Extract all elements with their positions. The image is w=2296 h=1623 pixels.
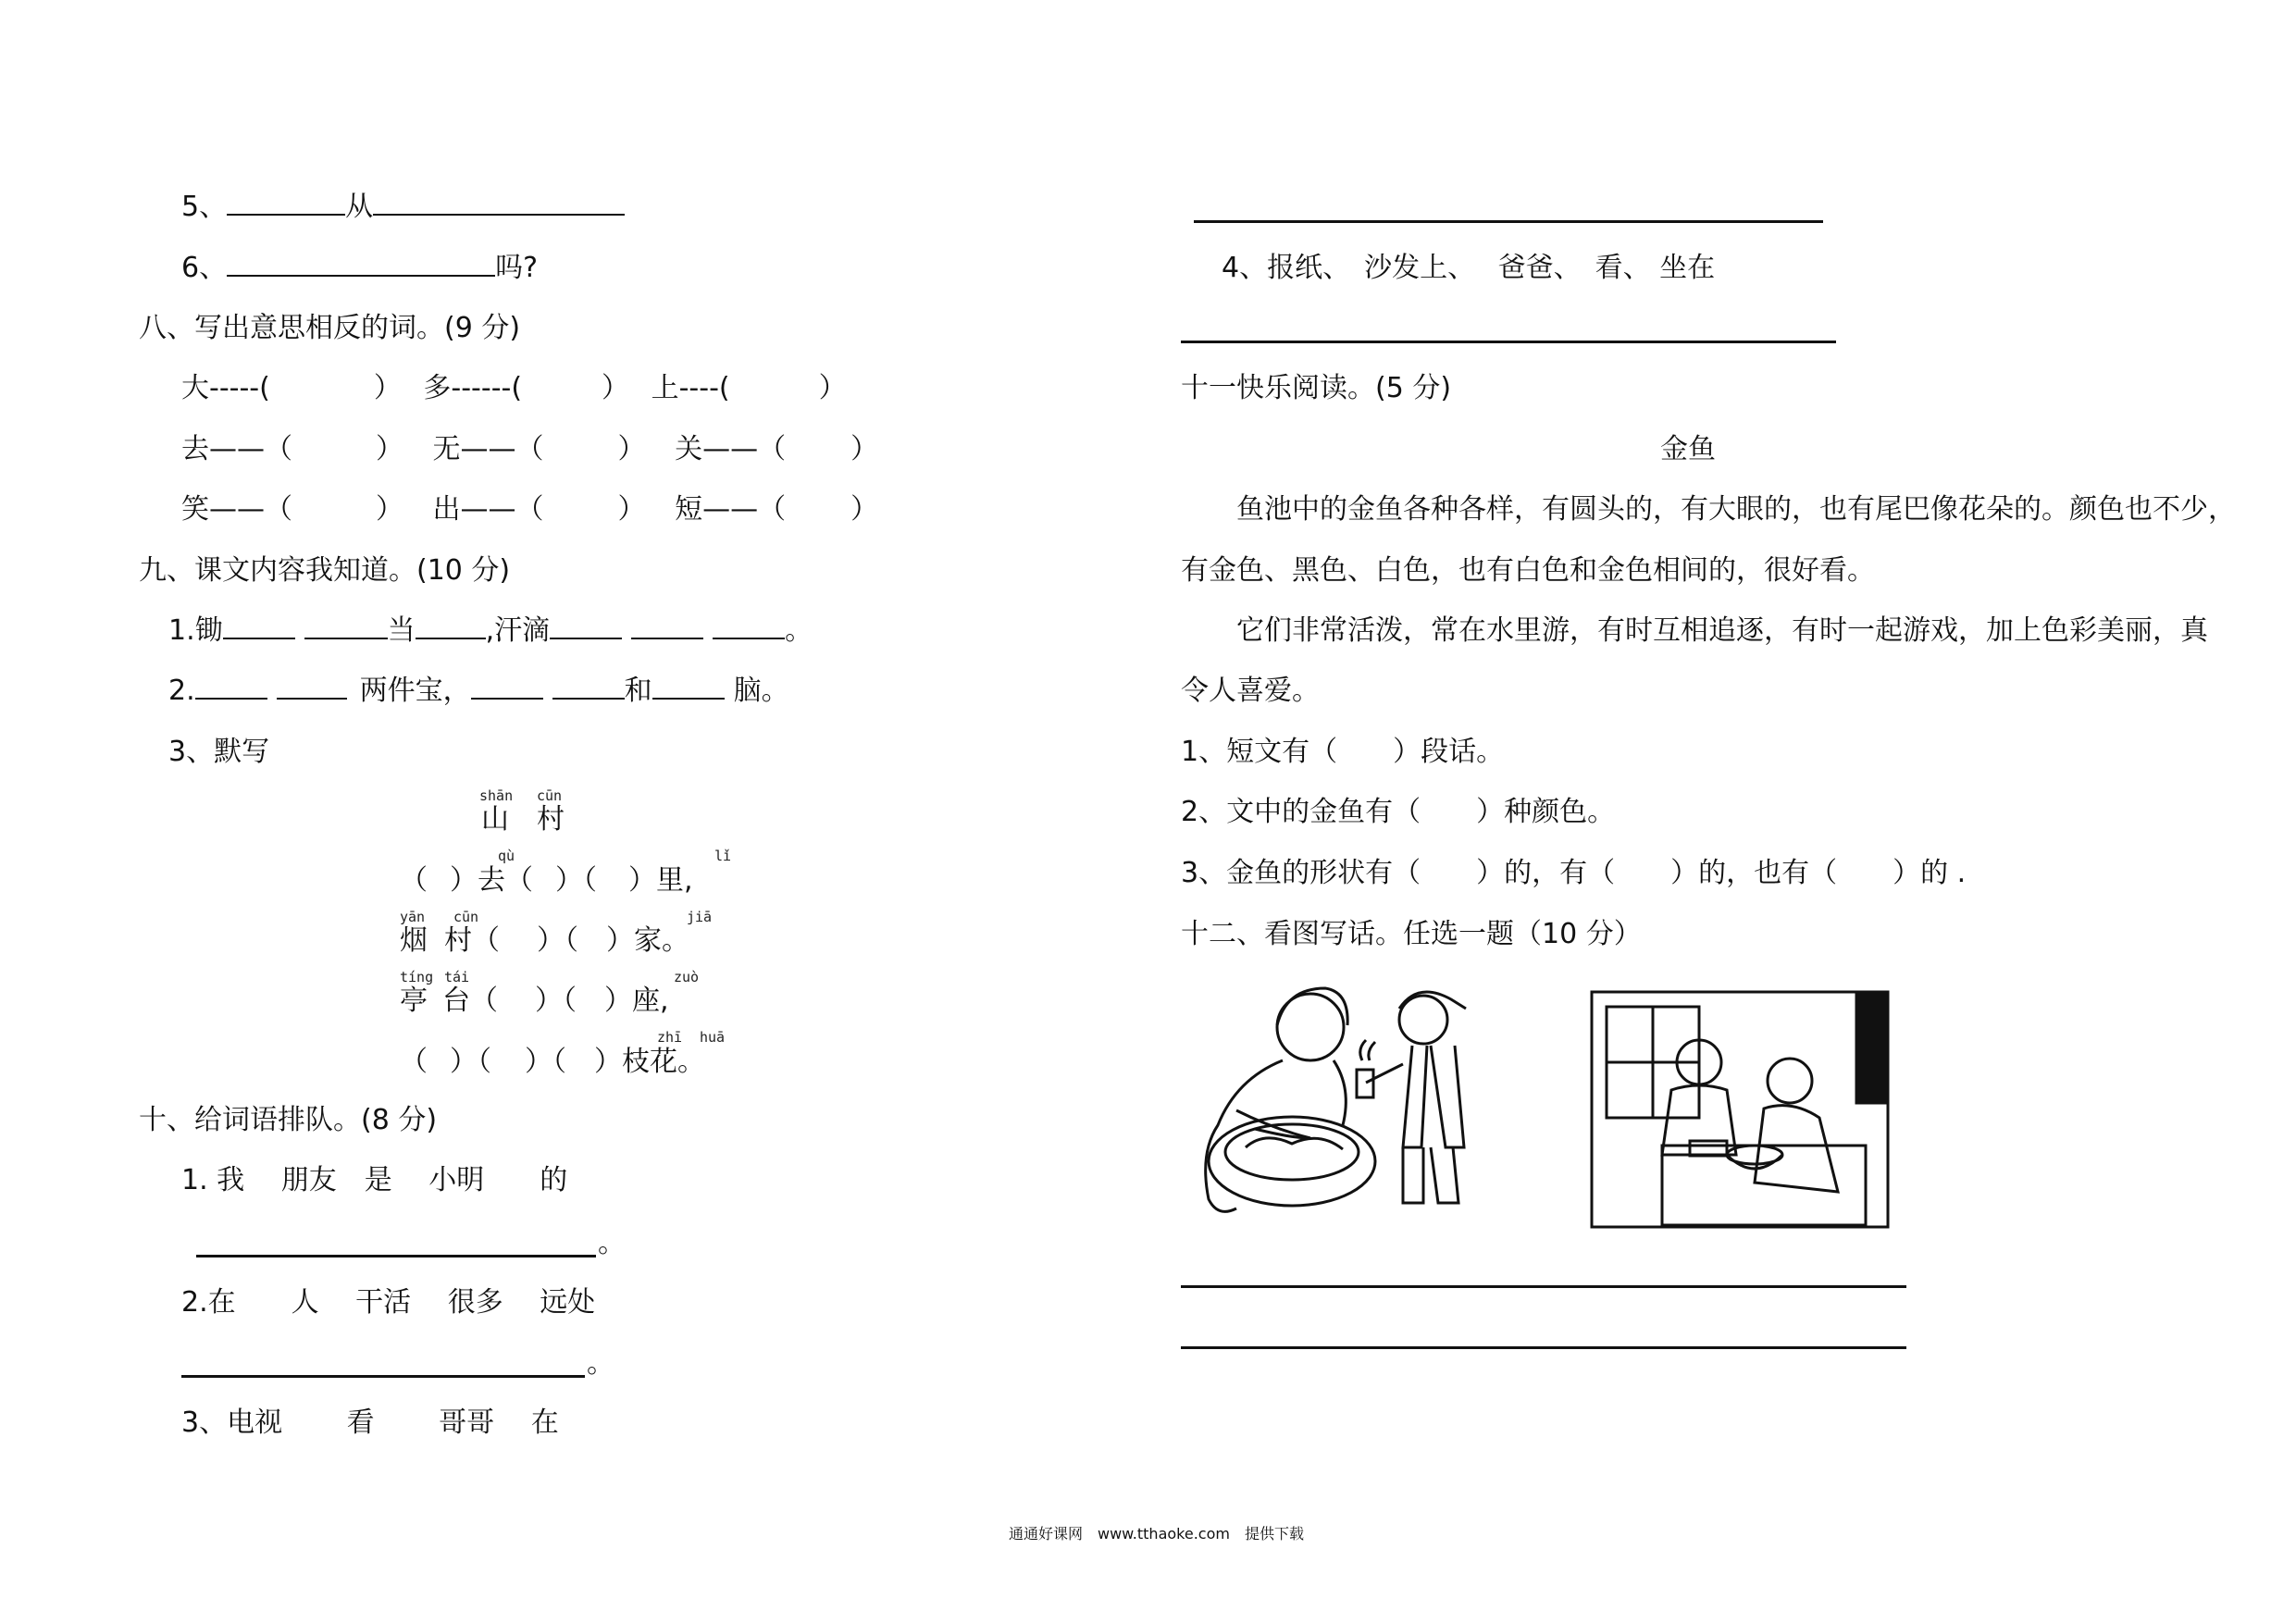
pinyin: qù	[498, 848, 515, 864]
poem-title-char: 山	[481, 803, 509, 836]
answer-blank[interactable]	[227, 190, 345, 216]
sentence-end: 。	[587, 1347, 614, 1380]
pinyin: cūn	[453, 909, 479, 925]
answer-line[interactable]	[1181, 1346, 1906, 1349]
poem-text: ）（	[537, 924, 578, 957]
recite-line-3: 3、默写	[168, 736, 270, 768]
poem-text: 村（	[444, 924, 500, 957]
answer-blank[interactable]	[652, 674, 725, 700]
poem-text: （	[400, 864, 428, 897]
answer-blank[interactable]	[223, 613, 295, 639]
line-text: 脑。	[733, 675, 789, 707]
poem-row-2	[400, 923, 689, 960]
answer-blank[interactable]	[277, 674, 347, 700]
answer-blank[interactable]	[550, 613, 622, 639]
antonym-row-1	[181, 370, 847, 407]
recite-line-2	[168, 673, 789, 710]
antonym-prompt: 去——（	[181, 433, 292, 465]
bracket: ）	[373, 372, 402, 404]
poem-text: ）（	[525, 1046, 566, 1078]
section-8-title: 八、写出意思相反的词。(9 分)	[139, 312, 521, 344]
pinyin: zuò	[674, 969, 700, 985]
bracket: ）	[602, 372, 630, 404]
answer-blank[interactable]	[304, 613, 388, 639]
poem-title-char: 村	[537, 803, 565, 836]
poem-text: ）（	[555, 864, 597, 897]
poem-text: ）（	[450, 1046, 491, 1078]
answer-line[interactable]	[181, 1375, 585, 1378]
line-text: 。	[785, 614, 813, 647]
word-order-q4: 4、报纸、 沙发上、 爸爸、 看、 坐在	[1222, 252, 1716, 284]
item-number: 6、	[181, 252, 228, 284]
story-title: 金鱼	[1660, 433, 1716, 465]
picture-washing-illustration	[1181, 972, 1486, 1240]
answer-blank[interactable]	[713, 613, 785, 639]
bracket: ）	[850, 493, 879, 526]
antonym-prompt: 上----(	[651, 372, 730, 404]
answer-blank[interactable]	[373, 190, 625, 216]
answer-line[interactable]	[196, 1255, 596, 1258]
reading-q3: 3、金鱼的形状有（ ）的，有（ ）的，也有（ ）的 .	[1181, 857, 1967, 889]
section-10-title: 十、给词语排队。(8 分)	[139, 1104, 438, 1136]
answer-blank[interactable]	[552, 674, 625, 700]
bracket: ）	[617, 433, 646, 465]
antonym-prompt: 关——（	[675, 433, 787, 465]
given-word: 从	[345, 191, 374, 223]
antonym-prompt: 大-----(	[181, 372, 270, 404]
answer-line[interactable]	[1194, 220, 1823, 223]
q7-item6	[181, 250, 538, 287]
antonym-row-3	[181, 491, 878, 528]
poem-text: ）去（	[450, 864, 533, 897]
poem-text: 台（	[442, 985, 498, 1017]
reading-q2: 2、文中的金鱼有（ ）种颜色。	[1181, 796, 1616, 828]
bracket: ）	[376, 493, 403, 526]
answer-blank[interactable]	[195, 674, 267, 700]
poem-text: ）座,	[604, 985, 669, 1017]
section-12-title: 十二、看图写话。任选一题（10 分）	[1181, 918, 1642, 950]
pinyin: shān	[479, 787, 514, 804]
poem-row-3	[400, 983, 669, 1020]
word-order-q1: 1. 我 朋友 是 小明 的	[181, 1164, 568, 1196]
word-order-q3: 3、电视 看 哥哥 在	[181, 1406, 559, 1439]
bracket: ）	[617, 493, 646, 526]
answer-line[interactable]	[1181, 341, 1836, 343]
poem-row-4	[400, 1044, 705, 1081]
word-order-q2: 2.在 人 干活 很多 远处	[181, 1286, 596, 1319]
answer-line[interactable]	[1181, 1285, 1906, 1288]
line-text: ,汗滴	[485, 614, 551, 647]
poem-text: ）里,	[628, 864, 693, 897]
bracket: ）	[376, 433, 403, 465]
line-text: 两件宝，	[359, 675, 471, 707]
pinyin: lǐ	[714, 848, 732, 864]
line-text: 当	[387, 614, 416, 647]
poem-text: ）枝	[594, 1046, 650, 1078]
answer-blank[interactable]	[631, 613, 703, 639]
recite-line-1	[168, 613, 813, 650]
bracket: ）	[818, 372, 847, 404]
pinyin: tíng	[400, 969, 434, 985]
sentence-end: 。	[598, 1227, 626, 1259]
answer-blank[interactable]	[227, 251, 495, 277]
section-9-title: 九、课文内容我知道。(10 分)	[139, 554, 511, 587]
picture-family-table-illustration	[1588, 988, 1893, 1231]
item-number: 5、	[181, 191, 228, 223]
answer-blank[interactable]	[471, 674, 543, 700]
answer-blank[interactable]	[416, 613, 486, 639]
pinyin: tái	[444, 969, 470, 985]
poem-text: 亭	[400, 985, 428, 1017]
bracket: ）	[850, 433, 879, 465]
pinyin: jiā	[687, 909, 713, 925]
story-paragraph-1-cont: 有金色、黑色、白色，也有白色和金色相间的，很好看。	[1181, 554, 1875, 587]
pinyin: huā	[700, 1029, 726, 1046]
given-word: 吗?	[495, 252, 539, 284]
poem-text: ）（	[535, 985, 577, 1017]
section-11-title: 十一快乐阅读。(5 分)	[1181, 372, 1452, 404]
antonym-row-2	[181, 431, 878, 468]
line-text: 和	[624, 675, 652, 707]
story-paragraph-2: 它们非常活泼，常在水里游，有时互相追逐，有时一起游戏，加上色彩美丽，真	[1236, 614, 2208, 647]
poem-text: ）家。	[606, 924, 689, 957]
pinyin: zhī	[657, 1029, 683, 1046]
antonym-prompt: 短——（	[675, 493, 787, 526]
q7-item5	[181, 189, 625, 226]
line-text: 1.锄	[168, 614, 223, 647]
antonym-prompt: 笑——（	[181, 493, 292, 526]
poem-text: （	[400, 1046, 428, 1078]
pinyin: cūn	[537, 787, 563, 804]
antonym-prompt: 多------(	[423, 372, 523, 404]
story-paragraph-2-cont: 令人喜爱。	[1181, 675, 1320, 707]
line-text: 2.	[168, 675, 195, 707]
antonym-prompt: 出——（	[432, 493, 544, 526]
antonym-prompt: 无——（	[432, 433, 544, 465]
reading-q1: 1、短文有（ ）段话。	[1181, 736, 1505, 768]
footer-credit: 通通好课网 www.tthaoke.com 提供下载	[1009, 1525, 1304, 1542]
pinyin: yān	[400, 909, 426, 925]
story-paragraph-1: 鱼池中的金鱼各种各样，有圆头的，有大眼的，也有尾巴像花朵的。颜色也不少，	[1236, 493, 2236, 526]
poem-text: 烟	[400, 924, 428, 957]
poem-text: 花。	[650, 1046, 705, 1078]
poem-row-1	[400, 862, 693, 899]
